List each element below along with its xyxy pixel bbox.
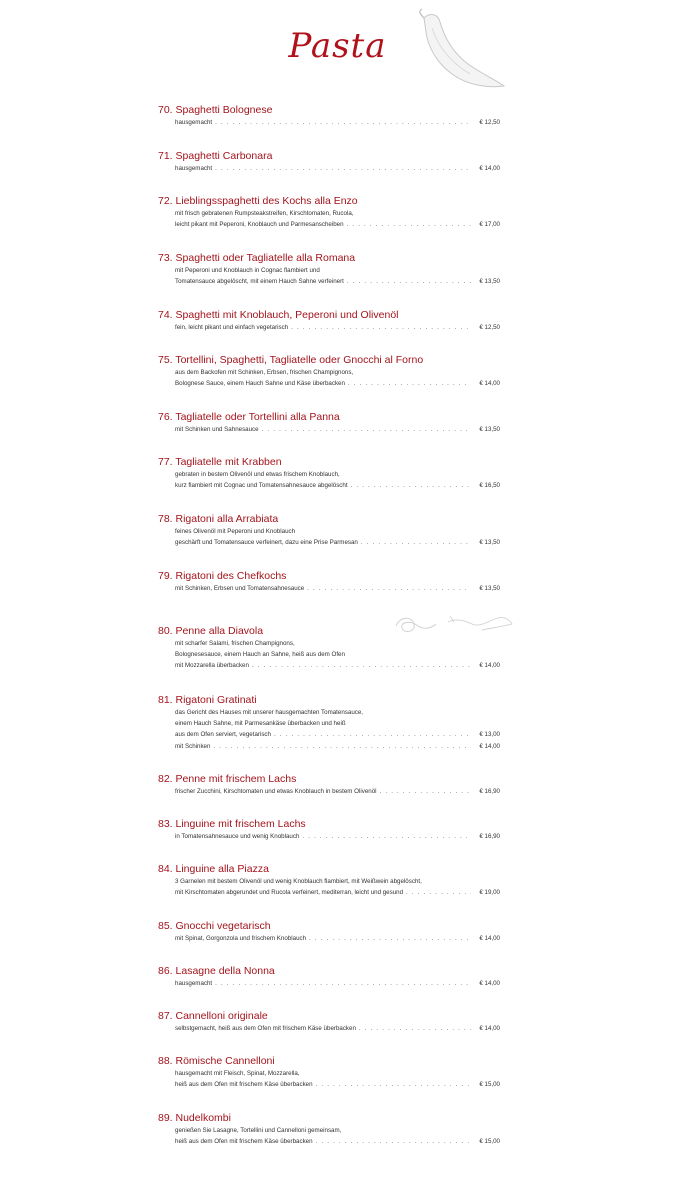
- menu-item-title: 89. Nudelkombi: [158, 1112, 231, 1124]
- menu-item-title: 73. Spaghetti oder Tagliatelle alla Romana: [158, 252, 356, 264]
- menu-item-description: gebraten in bestem Olivenöl und etwas frischem Knoblauch,: [175, 471, 340, 478]
- dot-leader: [215, 163, 471, 174]
- dot-leader: [361, 537, 471, 548]
- menu-item-description-line: [158, 660, 500, 671]
- menu-item-description-line: [158, 322, 500, 333]
- menu-item-price: € 13,50: [479, 539, 500, 547]
- menu-item-description: mit Peperoni und Knoblauch in Cognac flambiert und: [175, 267, 320, 274]
- menu-item: [158, 104, 500, 128]
- menu-item-description-line: [158, 265, 500, 276]
- menu-item-description-line: [158, 707, 500, 718]
- menu-item-title: 72. Lieblingsspaghetti des Kochs alla Enzo: [158, 195, 358, 207]
- menu-item: [158, 252, 500, 287]
- menu-item-title: 70. Spaghetti Bolognese: [158, 104, 273, 116]
- dot-leader: [215, 978, 471, 989]
- menu-item: [158, 1010, 500, 1034]
- menu-item: [158, 570, 500, 594]
- menu-item-title: 74. Spaghetti mit Knoblauch, Peperoni und Olivenöl: [158, 309, 399, 321]
- menu-item-description-line: [158, 718, 500, 729]
- menu-item-description: mit scharfer Salami, frischen Champignons,: [175, 640, 295, 647]
- menu-item-description: fein, leicht pikant und einfach vegetarisch: [175, 324, 289, 331]
- dot-leader: [309, 933, 471, 944]
- dot-leader: [262, 424, 471, 435]
- menu-item-price: € 14,00: [479, 165, 500, 172]
- menu-item-description: hausgemacht: [175, 980, 213, 987]
- menu-item-description: hausgemacht mit Fleisch, Spinat, Mozzarella,: [175, 1070, 300, 1077]
- menu-item-price: € 13,50: [479, 278, 500, 286]
- menu-item-description-line: [158, 480, 500, 491]
- menu-item-price: € 15,00: [479, 1081, 500, 1089]
- menu-item-description: selbstgemacht, heiß aus dem Ofen mit frischem Käse überbacken: [175, 1025, 356, 1032]
- menu-item-description-line: [158, 876, 500, 887]
- menu-item-description: kurz flambiert mit Cognac und Tomatensahnesauce abgelöscht: [175, 482, 348, 490]
- menu-item-description-line: [158, 1136, 500, 1147]
- menu-item-description-line: [158, 367, 500, 378]
- menu-item-description-line: [158, 583, 500, 594]
- menu-item-description: Tomatensauce abgelöscht, mit einem Hauch Sahne verfeinert: [175, 278, 344, 286]
- menu-item: [158, 965, 500, 989]
- menu-item-title: 78. Rigatoni alla Arrabiata: [158, 513, 279, 525]
- menu-item-description: 3 Garnelen mit bestem Olivenöl und wenig Knoblauch flambiert, mit Weißwein abgelöscht,: [175, 878, 422, 885]
- dot-leader: [215, 117, 471, 128]
- menu-item-title: 80. Penne alla Diavola: [158, 625, 264, 637]
- dot-leader: [359, 1023, 471, 1034]
- menu-item-description: in Tomatensahnesauce und wenig Knoblauch: [175, 833, 300, 840]
- menu-item: [158, 694, 500, 752]
- dot-leader: [213, 741, 471, 752]
- menu-item-description: mit Schinken, Erbsen und Tomatensahnesauce: [175, 585, 305, 592]
- menu-item-title: 88. Römische Cannelloni: [158, 1055, 275, 1067]
- menu-item: [158, 625, 500, 672]
- menu-item-description: mit Schinken: [175, 742, 211, 750]
- menu-item-description: geschärft und Tomatensauce verfeinert, dazu eine Prise Parmesan: [175, 539, 358, 547]
- menu-item-price: € 19,00: [479, 889, 500, 897]
- menu-item-description-line: [158, 638, 500, 649]
- dot-leader: [347, 276, 471, 287]
- menu-item-description: Bolognese Sauce, einem Hauch Sahne und Käse überbacken: [175, 380, 345, 388]
- menu-item-title: 85. Gnocchi vegetarisch: [158, 920, 271, 932]
- menu-item-description: heiß aus dem Ofen mit frischem Käse überbacken: [175, 1081, 313, 1089]
- menu-item-title: 86. Lasagne della Nonna: [158, 965, 275, 977]
- dot-leader: [302, 831, 471, 842]
- menu-item-price: € 17,00: [479, 221, 500, 229]
- menu-item-description-line: [158, 469, 500, 480]
- menu-item: [158, 920, 500, 944]
- menu-item-description-line: [158, 1023, 500, 1034]
- menu-item-description-line: [158, 933, 500, 944]
- menu-item-description: hausgemacht: [175, 165, 213, 172]
- menu-item-description: leicht pikant mit Peperoni, Knoblauch und Parmesanscheiben: [175, 221, 344, 229]
- menu-item-description: mit frisch gebratenen Rumpsteakstreifen, Kirschtomaten, Rucola,: [175, 210, 354, 217]
- menu-item-description: mit Spinat, Gorgonzola und frischem Knoblauch: [175, 935, 307, 942]
- menu-item-description-line: [158, 1125, 500, 1136]
- dot-leader: [351, 480, 471, 491]
- menu-item: [158, 150, 500, 174]
- menu-item-description-line: [158, 208, 500, 219]
- menu-item-description: frischer Zucchini, Kirschtomaten und etwas Knoblauch in bestem Olivenöl: [175, 788, 377, 795]
- menu-item-price: € 13,50: [479, 426, 500, 433]
- dot-leader: [291, 322, 471, 333]
- menu-item-title: 71. Spaghetti Carbonara: [158, 150, 273, 162]
- menu-item-price: € 14,00: [479, 1025, 500, 1032]
- menu-item: [158, 309, 500, 333]
- menu-item-price: € 14,00: [479, 980, 500, 987]
- menu-item-description-line: [158, 276, 500, 287]
- dot-leader: [406, 887, 471, 898]
- menu-item-price: € 14,00: [479, 742, 500, 750]
- menu-item-title: 82. Penne mit frischem Lachs: [158, 773, 297, 785]
- menu-item-price: € 15,00: [479, 1138, 500, 1146]
- menu-item: [158, 195, 500, 230]
- menu-item-description: das Gericht des Hauses mit unserer hausgemachten Tomatensauce,: [175, 709, 364, 716]
- menu-item-price: € 12,50: [479, 119, 500, 126]
- menu-item-description: hausgemacht: [175, 119, 213, 126]
- menu-item-description: mit Kirschtomaten abgerundet und Rucola verfeinert, mediterran, leicht und gesund: [175, 889, 404, 897]
- menu-item: [158, 354, 500, 389]
- menu-item-price: € 13,00: [479, 731, 500, 739]
- menu-item-title: 79. Rigatoni des Chefkochs: [158, 570, 287, 582]
- menu-item-description: mit Mozzarella überbacken: [175, 662, 249, 670]
- dot-leader: [347, 219, 471, 230]
- menu-item-description: Bolognesesauce, einem Hauch an Sahne, heiß aus dem Ofen: [175, 651, 345, 659]
- menu-item-description-line: [158, 786, 500, 797]
- menu-item-description-line: [158, 831, 500, 842]
- menu-item-description-line: [158, 1079, 500, 1090]
- menu-item-description: aus dem Ofen serviert, vegetarisch: [175, 731, 271, 739]
- menu-item-description-line: [158, 117, 500, 128]
- dot-leader: [307, 583, 471, 594]
- menu-item: [158, 1055, 500, 1090]
- menu-item-price: € 14,00: [479, 380, 500, 388]
- menu-item-description-line: [158, 537, 500, 548]
- menu-item-title: 76. Tagliatelle oder Tortellini alla Panna: [158, 411, 340, 423]
- menu-item-price: € 12,50: [479, 324, 500, 331]
- menu-item-description: heiß aus dem Ofen mit frischem Käse überbacken: [175, 1138, 313, 1146]
- menu-item-description: mit Schinken und Sahnesauce: [175, 426, 259, 433]
- menu-item-title: 81. Rigatoni Gratinati: [158, 694, 257, 706]
- menu-item-price: € 13,50: [479, 585, 500, 592]
- menu-item: [158, 411, 500, 435]
- menu-item-title: 84. Linguine alla Piazza: [158, 863, 269, 875]
- menu-item-price: € 16,50: [479, 482, 500, 490]
- dot-leader: [316, 1079, 471, 1090]
- menu-item-description-line: [158, 1068, 500, 1079]
- menu-item-price: € 14,00: [479, 662, 500, 670]
- menu-item-description: einem Hauch Sahne, mit Parmesankäse überbacken und heiß: [175, 720, 346, 728]
- menu-item-description-line: [158, 887, 500, 898]
- menu-item: [158, 456, 500, 491]
- dot-leader: [252, 660, 471, 671]
- menu-item: [158, 773, 500, 797]
- menu-item: [158, 863, 500, 898]
- menu-item-description-line: [158, 649, 500, 660]
- menu-item-description: genießen Sie Lasagne, Tortellini und Cannelloni gemeinsam,: [175, 1127, 342, 1134]
- menu-item-price: € 16,90: [479, 788, 500, 795]
- menu-item: [158, 513, 500, 548]
- menu-item: [158, 1112, 500, 1147]
- menu-item-price: € 14,00: [479, 935, 500, 942]
- menu-item-price: € 16,90: [479, 833, 500, 840]
- dot-leader: [380, 786, 471, 797]
- menu-item: [158, 818, 500, 842]
- menu-item-description-line: [158, 163, 500, 174]
- menu-item-description-line: [158, 424, 500, 435]
- menu-item-description-line: [158, 219, 500, 230]
- dot-leader: [348, 378, 471, 389]
- menu-item-description-line: [158, 378, 500, 389]
- menu-item-title: 87. Cannelloni originale: [158, 1010, 268, 1022]
- menu-item-description-line: [158, 526, 500, 537]
- menu-item-description-line: [158, 729, 500, 740]
- dot-leader: [316, 1136, 471, 1147]
- menu-item-description-line: [158, 978, 500, 989]
- menu-item-title: 75. Tortellini, Spaghetti, Tagliatelle oder Gnocchi al Forno: [158, 354, 424, 366]
- page-title: Pasta: [288, 26, 387, 66]
- menu-item-title: 77. Tagliatelle mit Krabben: [158, 456, 282, 468]
- menu-item-description: feines Olivenöl mit Peperoni und Knoblauch: [175, 528, 296, 535]
- menu-item-description: aus dem Backofen mit Schinken, Erbsen, frischen Champignons,: [175, 369, 354, 376]
- menu-item-title: 83. Linguine mit frischem Lachs: [158, 818, 306, 830]
- dot-leader: [274, 729, 471, 740]
- menu-item-description-line: [158, 741, 500, 752]
